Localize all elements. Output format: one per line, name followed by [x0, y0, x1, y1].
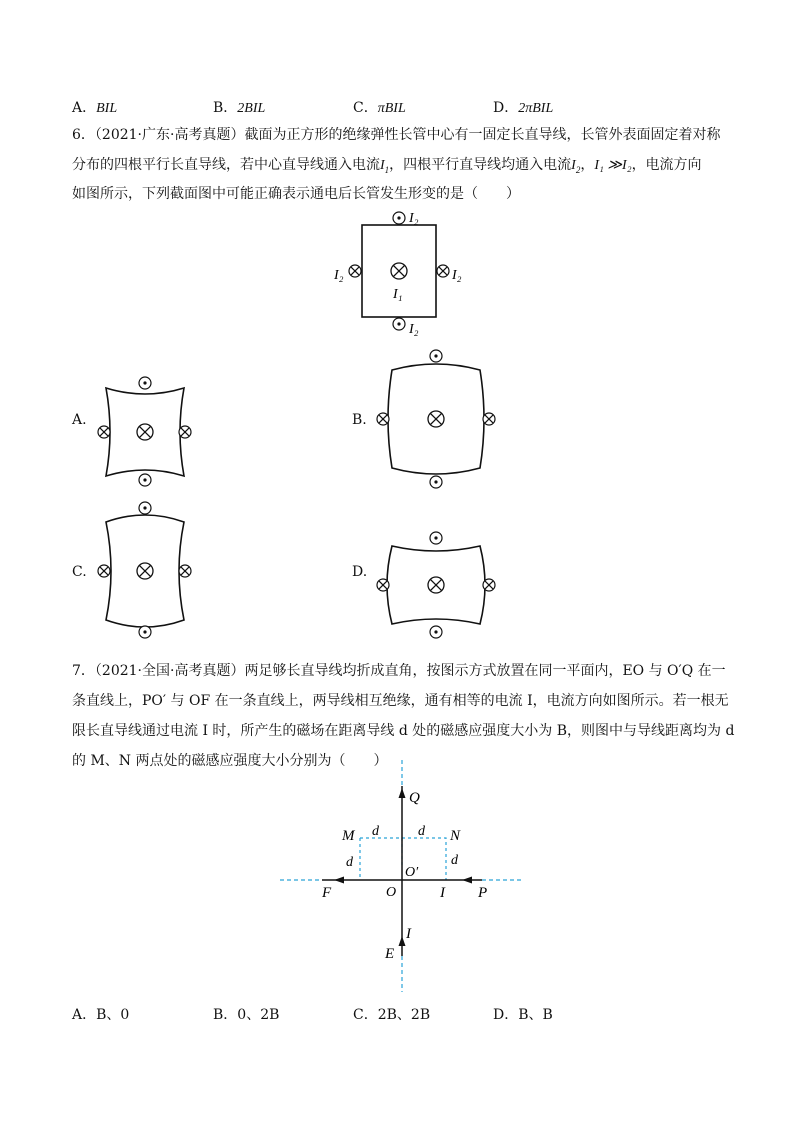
question-text: 分布的四根平行长直导线，若中心直导线通入电流: [72, 157, 380, 173]
label-i2-bottom: I₂: [409, 322, 419, 337]
option-label: A．: [72, 1007, 97, 1023]
wire-out-top: [393, 212, 405, 224]
question-text: 如图所示，下列截面图中可能正确表示通电后长管发生形变的是（ ）: [72, 186, 520, 202]
wire-in-left: [98, 426, 110, 438]
question-text: ，四根平行直导线均通入电流: [389, 157, 572, 173]
q6-option-d-figure: [370, 526, 502, 644]
question-text: ，电流方向: [631, 157, 702, 173]
label-q: Q: [409, 790, 420, 806]
q6-line-1: [72, 124, 720, 144]
label-i2-right: I₂: [452, 268, 462, 283]
label-i1-center: I₁: [393, 287, 403, 302]
q6-line-2: [72, 154, 702, 175]
option-label: B．: [213, 1007, 238, 1023]
option-value: 2BIL: [237, 101, 266, 116]
option-value: 2πBIL: [518, 101, 554, 116]
separator: ，: [580, 157, 595, 173]
label-p: P: [478, 885, 488, 901]
q6-option-b-figure: [370, 346, 502, 494]
q7-option-c: [353, 1004, 430, 1024]
wire-in-left: [377, 413, 389, 425]
wire-in-center: [428, 577, 444, 593]
label-o: O: [386, 885, 397, 900]
label-d-top-left: d: [372, 824, 379, 839]
label-i-horizontal: I: [440, 885, 445, 901]
q7-line-2: 条直线上，PO′ 与 OF 在一条直线上，两导线相互绝缘，通有相等的电流 I，电流方向如图所示。若一根无: [72, 693, 729, 709]
wire-in-left: [98, 565, 110, 577]
arrow-left-f: [334, 877, 344, 884]
option-label: D．: [493, 1007, 519, 1023]
label-d-right: d: [451, 853, 458, 868]
question-number: 6．: [72, 127, 95, 143]
question-number: 7．: [72, 663, 95, 679]
q6-line-3: [72, 183, 520, 203]
wire-in-right: [483, 579, 495, 591]
question-source: （2021·广东·高考真题）: [94, 127, 245, 143]
current-condition: I₁ ≫I₂: [594, 158, 632, 173]
wire-out-bottom: [393, 318, 405, 330]
wire-in-center: [137, 563, 153, 579]
option-label: C．: [353, 100, 378, 116]
question-text: 两足够长直导线均折成直角，按图示方式放置在同一平面内，EO 与 O′Q 在一: [244, 663, 726, 679]
label-d-top-right: d: [418, 824, 425, 839]
option-label: C．: [353, 1007, 378, 1023]
option-label: B．: [213, 100, 238, 116]
wire-in-right: [437, 265, 449, 277]
option-value: πBIL: [377, 101, 406, 116]
arrow-up-q: [399, 788, 406, 798]
option-value: 2B、2B: [377, 1007, 431, 1023]
wire-in-right: [179, 565, 191, 577]
q7-option-d: [493, 1004, 553, 1024]
q7-figure: [272, 756, 528, 996]
wire-out-bottom: [430, 476, 442, 488]
q7-line-3: 限长直导线通过电流 I 时，所产生的磁场在距离导线 d 处的磁感应强度大小为 B，则图中与导线距离均为 d: [72, 723, 735, 739]
q6-option-c-figure: [92, 498, 200, 644]
wire-in-right: [483, 413, 495, 425]
wire-in-center: [137, 424, 153, 440]
q7-option-a: [72, 1004, 129, 1024]
q7-line-4: 的 M、N 两点处的磁感应强度大小分别为（ ）: [72, 753, 388, 769]
q6-option-a-label: A.: [72, 412, 87, 428]
wire-in-center: [428, 411, 444, 427]
label-f: F: [322, 885, 332, 901]
option-label: D．: [493, 100, 519, 116]
wire-out-top: [430, 532, 442, 544]
q6-main-figure: [330, 205, 470, 337]
option-value: B、0: [96, 1007, 130, 1023]
question-text: 截面为正方形的绝缘弹性长管中心有一固定长直导线，长管外表面固定着对称: [244, 127, 721, 143]
label-i2-left: I₂: [334, 268, 344, 283]
q6-option-d-label: D.: [352, 564, 368, 580]
q7-option-b: [213, 1004, 279, 1024]
q5-option-d: [493, 97, 553, 117]
label-i-vertical: I: [406, 926, 411, 942]
option-value: BIL: [96, 101, 118, 116]
current-i2: $I_2$: [571, 158, 581, 175]
wire-in-left: [349, 265, 361, 277]
wire-out-bottom: [139, 626, 151, 638]
label-e: E: [385, 946, 395, 962]
wire-out-top: [139, 502, 151, 514]
arrow-left-p: [462, 877, 472, 884]
wire-out-top: [430, 350, 442, 362]
label-i2-top: I₂: [409, 211, 419, 226]
q5-option-c: [353, 97, 406, 117]
dashed-box-m: [360, 838, 402, 880]
label-d-left: d: [346, 855, 353, 870]
option-value: B、B: [518, 1007, 553, 1023]
option-value: 0、2B: [237, 1007, 280, 1023]
wire-out-bottom: [139, 474, 151, 486]
q6-option-a-figure: [92, 372, 200, 492]
wire-in-left: [377, 579, 389, 591]
q5-option-a: [72, 97, 117, 117]
arrow-up-e: [399, 936, 406, 946]
q6-option-b-label: B.: [352, 412, 367, 428]
wire-out-top: [139, 377, 151, 389]
question-source: （2021·全国·高考真题）: [94, 663, 245, 679]
label-o-prime: O′: [405, 865, 419, 880]
q6-option-c-label: C.: [72, 564, 87, 580]
current-i1: $I_1$: [380, 158, 390, 175]
wire-in-center: [391, 263, 407, 279]
option-label: A．: [72, 100, 97, 116]
wire-in-right: [179, 426, 191, 438]
wire-out-bottom: [430, 626, 442, 638]
label-m: M: [342, 828, 355, 844]
label-n: N: [450, 828, 461, 844]
q5-option-b: [213, 97, 265, 117]
q7-line-1: [72, 660, 726, 680]
